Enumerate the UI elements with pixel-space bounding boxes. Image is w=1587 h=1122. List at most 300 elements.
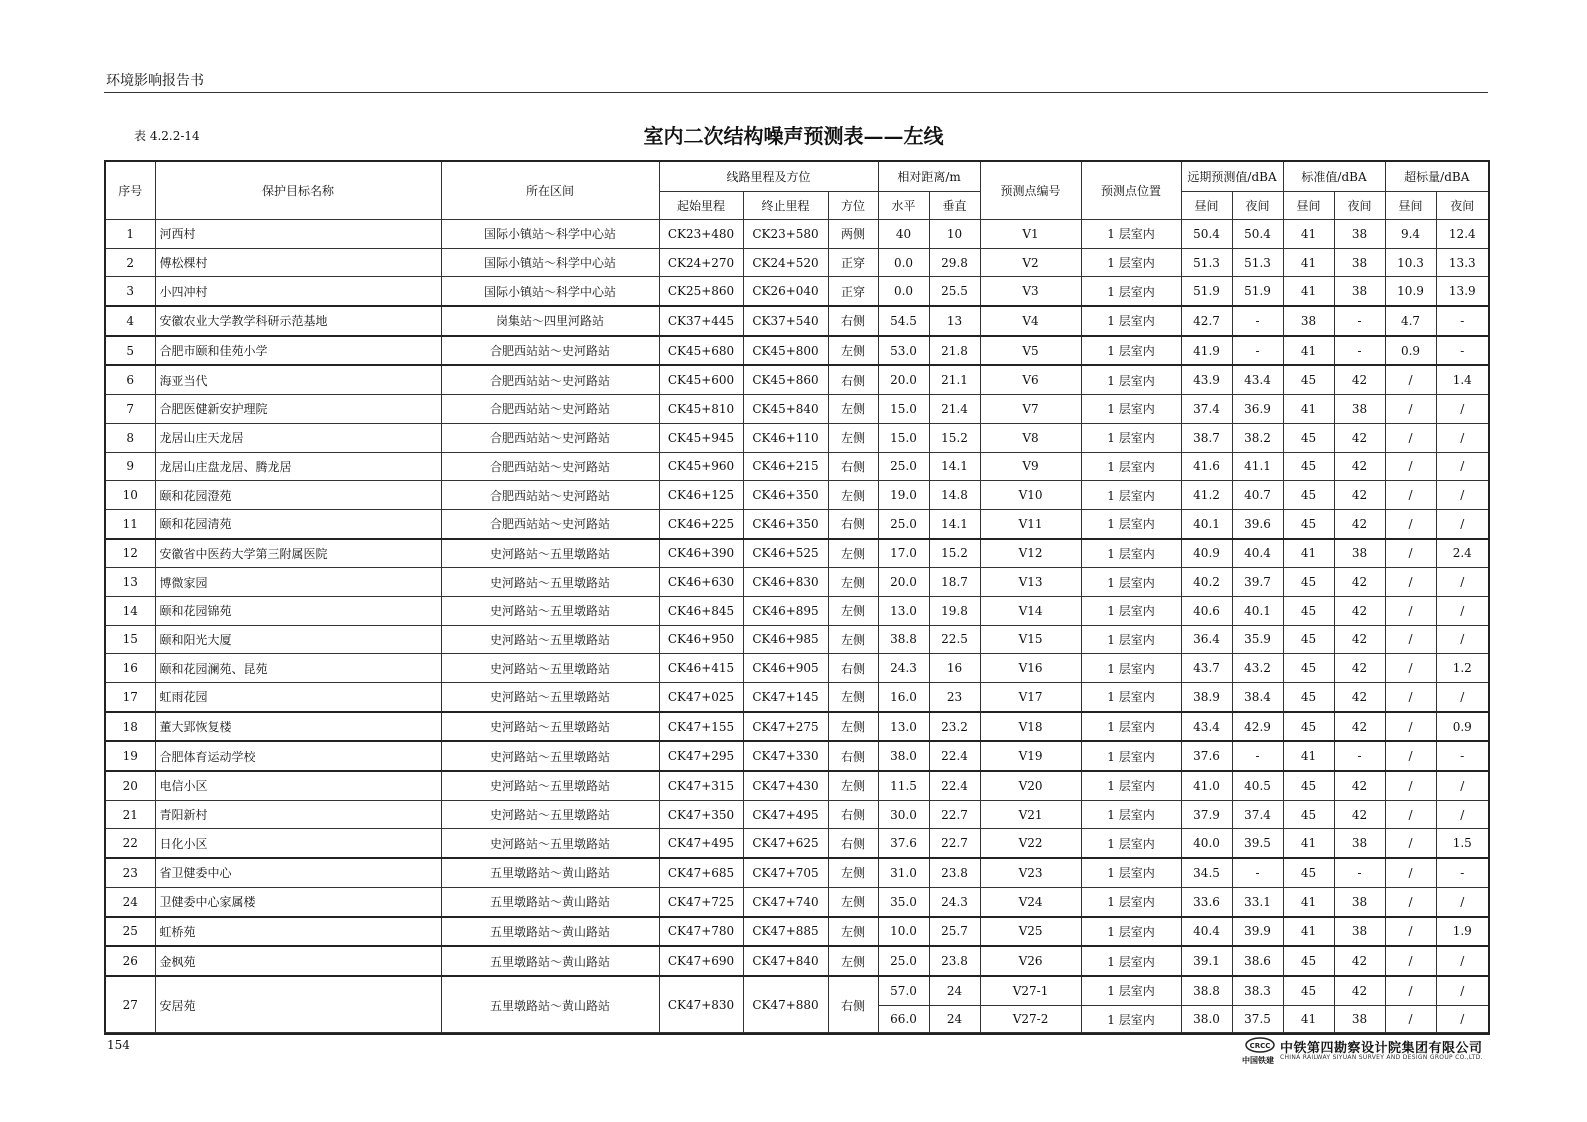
cell-exceed-day: / [1385,829,1436,858]
cell-side: 左侧 [828,395,878,424]
col-predicted-day: 昼间 [1181,192,1232,220]
cell-standard-day: 45 [1283,568,1334,597]
cell-predicted-night: 39.7 [1232,568,1283,597]
cell-predicted-day: 38.0 [1181,1005,1232,1034]
cell-exceed-night: - [1436,336,1489,366]
cell-point-id: V15 [980,625,1081,654]
cell-horizontal: 17.0 [878,539,929,568]
cell-point-id: V27-2 [980,1005,1081,1034]
cell-predicted-night: 40.4 [1232,539,1283,568]
cell-vertical: 21.4 [929,395,980,424]
cell-point-id: V17 [980,683,1081,712]
company-name-cn: 中铁第四勘察设计院集团有限公司 [1280,1041,1483,1056]
table-row [105,800,1489,829]
cell-horizontal: 25.0 [878,946,929,976]
col-exceed-day: 昼间 [1385,192,1436,220]
cell-point-pos: 1 层室内 [1081,654,1181,683]
cell-start: CK47+155 [659,712,743,742]
cell-point-pos: 1 层室内 [1081,976,1181,1005]
cell-vertical: 19.8 [929,596,980,625]
cell-predicted-day: 39.1 [1181,946,1232,976]
cell-start: CK46+415 [659,654,743,683]
cell-name: 青阳新村 [155,800,441,829]
cell-horizontal: 38.8 [878,625,929,654]
cell-predicted-day: 33.6 [1181,887,1232,916]
cell-point-id: V22 [980,829,1081,858]
cell-exceed-night: 13.9 [1436,277,1489,306]
cell-horizontal: 25.0 [878,452,929,481]
cell-vertical: 23.8 [929,946,980,976]
cell-name: 颐和花园锦苑 [155,596,441,625]
cell-seq: 13 [105,568,155,597]
col-end: 终止里程 [743,192,828,220]
cell-side: 右侧 [828,976,878,1034]
cell-side: 左侧 [828,539,878,568]
table-row [105,683,1489,712]
cell-point-pos: 1 层室内 [1081,741,1181,771]
cell-vertical: 24 [929,1005,980,1034]
cell-exceed-day: / [1385,946,1436,976]
cell-start: CK45+945 [659,423,743,452]
cell-predicted-night: 37.5 [1232,1005,1283,1034]
cell-horizontal: 40 [878,220,929,249]
cell-point-id: V21 [980,800,1081,829]
cell-exceed-day: / [1385,887,1436,916]
table-row [105,306,1489,336]
cell-vertical: 25.5 [929,277,980,306]
col-standard-group: 标准值/dBA [1283,161,1385,192]
cell-predicted-day: 36.4 [1181,625,1232,654]
cell-horizontal: 38.0 [878,741,929,771]
cell-point-id: V20 [980,771,1081,800]
cell-section: 史河路站～五里墩路站 [441,539,659,568]
cell-side: 右侧 [828,741,878,771]
cell-end: CK47+330 [743,741,828,771]
cell-end: CK46+985 [743,625,828,654]
col-horizontal: 水平 [878,192,929,220]
col-exceed-night: 夜间 [1436,192,1489,220]
cell-predicted-night: 50.4 [1232,220,1283,249]
cell-name: 颐和花园澄苑 [155,481,441,510]
cell-horizontal: 0.0 [878,248,929,277]
cell-end: CK46+215 [743,452,828,481]
cell-standard-night: 42 [1334,625,1385,654]
cell-standard-night: 42 [1334,423,1385,452]
cell-predicted-day: 40.0 [1181,829,1232,858]
cell-name: 金枫苑 [155,946,441,976]
cell-exceed-night: / [1436,771,1489,800]
cell-seq: 12 [105,539,155,568]
table-row [105,452,1489,481]
cell-exceed-night: / [1436,395,1489,424]
cell-horizontal: 0.0 [878,277,929,306]
cell-section: 史河路站～五里墩路站 [441,683,659,712]
header-divider [104,92,1488,93]
cell-predicted-day: 38.7 [1181,423,1232,452]
cell-horizontal: 10.0 [878,917,929,947]
cell-standard-day: 45 [1283,858,1334,887]
cell-predicted-day: 43.4 [1181,712,1232,742]
cell-point-id: V4 [980,306,1081,336]
cell-side: 右侧 [828,452,878,481]
cell-name: 合肥市颐和佳苑小学 [155,336,441,366]
cell-section: 国际小镇站～科学中心站 [441,277,659,306]
cell-point-pos: 1 层室内 [1081,800,1181,829]
table-row [105,596,1489,625]
cell-vertical: 21.1 [929,365,980,394]
col-name: 保护目标名称 [155,161,441,220]
cell-exceed-day: / [1385,625,1436,654]
cell-predicted-day: 38.9 [1181,683,1232,712]
cell-exceed-day: / [1385,800,1436,829]
cell-section: 五里墩路站～黄山路站 [441,946,659,976]
cell-point-id: V13 [980,568,1081,597]
cell-seq: 21 [105,800,155,829]
cell-standard-night: 42 [1334,509,1385,538]
cell-vertical: 14.8 [929,481,980,510]
cell-exceed-day: / [1385,917,1436,947]
cell-end: CK47+840 [743,946,828,976]
cell-point-id: V2 [980,248,1081,277]
cell-vertical: 22.5 [929,625,980,654]
cell-predicted-night: 40.1 [1232,596,1283,625]
cell-vertical: 16 [929,654,980,683]
cell-seq: 22 [105,829,155,858]
cell-section: 合肥西站站～史河路站 [441,423,659,452]
cell-predicted-day: 41.9 [1181,336,1232,366]
cell-name: 小四冲村 [155,277,441,306]
cell-predicted-day: 40.4 [1181,917,1232,947]
cell-horizontal: 31.0 [878,858,929,887]
cell-predicted-night: - [1232,741,1283,771]
cell-predicted-night: - [1232,306,1283,336]
cell-end: CK46+110 [743,423,828,452]
cell-point-pos: 1 层室内 [1081,683,1181,712]
cell-exceed-night: / [1436,887,1489,916]
cell-name: 颐和花园清苑 [155,509,441,538]
cell-start: CK23+480 [659,220,743,249]
cell-side: 正穿 [828,277,878,306]
cell-exceed-day: / [1385,423,1436,452]
table-row [105,625,1489,654]
cell-seq: 15 [105,625,155,654]
cell-side: 左侧 [828,423,878,452]
cell-end: CK46+350 [743,481,828,510]
cell-exceed-night: 13.3 [1436,248,1489,277]
cell-seq: 10 [105,481,155,510]
cell-start: CK47+025 [659,683,743,712]
cell-start: CK45+600 [659,365,743,394]
cell-exceed-day: / [1385,683,1436,712]
cell-predicted-night: 41.1 [1232,452,1283,481]
cell-standard-day: 45 [1283,800,1334,829]
cell-predicted-day: 41.0 [1181,771,1232,800]
cell-name: 安居苑 [155,976,441,1034]
table-row [105,712,1489,742]
cell-predicted-night: 35.9 [1232,625,1283,654]
footer-divider [104,1032,1488,1033]
cell-name: 合肥医健新安护理院 [155,395,441,424]
cell-exceed-night: 0.9 [1436,712,1489,742]
cell-seq: 5 [105,336,155,366]
cell-exceed-day: / [1385,771,1436,800]
cell-exceed-night: / [1436,683,1489,712]
cell-section: 五里墩路站～黄山路站 [441,887,659,916]
cell-predicted-day: 51.9 [1181,277,1232,306]
cell-predicted-day: 40.1 [1181,509,1232,538]
cell-end: CK37+540 [743,306,828,336]
cell-exceed-night: / [1436,423,1489,452]
cell-seq: 20 [105,771,155,800]
cell-section: 史河路站～五里墩路站 [441,654,659,683]
logo-text: CRCC [1249,1042,1271,1050]
cell-start: CK46+225 [659,509,743,538]
cell-standard-day: 45 [1283,365,1334,394]
cell-predicted-night: 43.4 [1232,365,1283,394]
cell-exceed-night: / [1436,481,1489,510]
cell-seq: 3 [105,277,155,306]
cell-predicted-day: 34.5 [1181,858,1232,887]
cell-seq: 11 [105,509,155,538]
col-standard-night: 夜间 [1334,192,1385,220]
cell-exceed-night: / [1436,946,1489,976]
header-row-1 [105,161,1489,192]
crcc-logo-icon [1245,1037,1275,1053]
cell-name: 颐和阳光大厦 [155,625,441,654]
cell-standard-night: 42 [1334,654,1385,683]
cell-section: 合肥西站站～史河路站 [441,481,659,510]
cell-name: 河西村 [155,220,441,249]
cell-point-pos: 1 层室内 [1081,365,1181,394]
cell-exceed-day: 4.7 [1385,306,1436,336]
cell-end: CK46+350 [743,509,828,538]
cell-point-pos: 1 层室内 [1081,452,1181,481]
table-row [105,946,1489,976]
cell-name: 海亚当代 [155,365,441,394]
cell-side: 左侧 [828,917,878,947]
cell-section: 五里墩路站～黄山路站 [441,858,659,887]
table-row [105,248,1489,277]
cell-standard-day: 41 [1283,277,1334,306]
cell-standard-day: 45 [1283,452,1334,481]
cell-point-pos: 1 层室内 [1081,829,1181,858]
cell-seq: 16 [105,654,155,683]
cell-predicted-night: 42.9 [1232,712,1283,742]
cell-predicted-day: 41.6 [1181,452,1232,481]
cell-predicted-night: 36.9 [1232,395,1283,424]
cell-predicted-night: 38.4 [1232,683,1283,712]
cell-standard-night: - [1334,741,1385,771]
col-distance-group: 相对距离/m [878,161,980,192]
cell-start: CK25+860 [659,277,743,306]
cell-vertical: 13 [929,306,980,336]
cell-end: CK47+880 [743,976,828,1034]
cell-section: 史河路站～五里墩路站 [441,712,659,742]
cell-point-id: V23 [980,858,1081,887]
cell-predicted-night: 38.3 [1232,976,1283,1005]
cell-seq: 14 [105,596,155,625]
cell-section: 史河路站～五里墩路站 [441,625,659,654]
cell-seq: 18 [105,712,155,742]
cell-seq: 6 [105,365,155,394]
cell-exceed-night: / [1436,1005,1489,1034]
cell-horizontal: 53.0 [878,336,929,366]
cell-seq: 7 [105,395,155,424]
cell-exceed-night: / [1436,452,1489,481]
cell-side: 左侧 [828,887,878,916]
cell-horizontal: 25.0 [878,509,929,538]
cell-predicted-night: - [1232,336,1283,366]
cell-standard-night: 42 [1334,771,1385,800]
cell-end: CK47+625 [743,829,828,858]
cell-seq: 17 [105,683,155,712]
cell-section: 史河路站～五里墩路站 [441,596,659,625]
cell-predicted-day: 37.9 [1181,800,1232,829]
table-row [105,423,1489,452]
cell-end: CK23+580 [743,220,828,249]
cell-exceed-night: / [1436,568,1489,597]
table-row [105,858,1489,887]
cell-exceed-day: / [1385,596,1436,625]
cell-end: CK45+860 [743,365,828,394]
cell-name: 龙居山庄天龙居 [155,423,441,452]
cell-point-id: V27-1 [980,976,1081,1005]
cell-horizontal: 57.0 [878,976,929,1005]
cell-point-pos: 1 层室内 [1081,539,1181,568]
cell-exceed-day: 0.9 [1385,336,1436,366]
cell-standard-day: 45 [1283,596,1334,625]
cell-start: CK47+690 [659,946,743,976]
cell-exceed-day: / [1385,568,1436,597]
cell-standard-day: 45 [1283,625,1334,654]
cell-point-pos: 1 层室内 [1081,220,1181,249]
cell-exceed-night: / [1436,800,1489,829]
cell-predicted-day: 51.3 [1181,248,1232,277]
table-row [105,365,1489,394]
cell-standard-night: 38 [1334,539,1385,568]
cell-vertical: 10 [929,220,980,249]
cell-start: CK47+725 [659,887,743,916]
cell-vertical: 14.1 [929,452,980,481]
cell-end: CK47+495 [743,800,828,829]
table-row [105,771,1489,800]
cell-predicted-day: 43.7 [1181,654,1232,683]
cell-predicted-night: 39.9 [1232,917,1283,947]
cell-exceed-day: / [1385,395,1436,424]
cell-section: 岗集站～四里河路站 [441,306,659,336]
cell-section: 史河路站～五里墩路站 [441,800,659,829]
cell-seq: 26 [105,946,155,976]
cell-standard-day: 45 [1283,654,1334,683]
cell-predicted-night: 51.3 [1232,248,1283,277]
cell-predicted-day: 40.9 [1181,539,1232,568]
cell-standard-night: 38 [1334,395,1385,424]
cell-vertical: 23.8 [929,858,980,887]
cell-exceed-day: / [1385,452,1436,481]
cell-side: 正穿 [828,248,878,277]
cell-end: CK47+885 [743,917,828,947]
cell-predicted-night: 39.5 [1232,829,1283,858]
cell-vertical: 22.7 [929,800,980,829]
cell-exceed-day: 9.4 [1385,220,1436,249]
cell-side: 左侧 [828,946,878,976]
cell-name: 傅松棵村 [155,248,441,277]
cell-point-pos: 1 层室内 [1081,568,1181,597]
cell-section: 合肥西站站～史河路站 [441,452,659,481]
cell-point-id: V24 [980,887,1081,916]
cell-exceed-day: / [1385,712,1436,742]
cell-predicted-day: 41.2 [1181,481,1232,510]
cell-section: 合肥西站站～史河路站 [441,365,659,394]
cell-predicted-night: 51.9 [1232,277,1283,306]
cell-point-pos: 1 层室内 [1081,277,1181,306]
cell-name: 合肥体育运动学校 [155,741,441,771]
cell-section: 史河路站～五里墩路站 [441,829,659,858]
cell-point-pos: 1 层室内 [1081,509,1181,538]
cell-exceed-night: - [1436,306,1489,336]
cell-standard-day: 41 [1283,829,1334,858]
cell-end: CK46+895 [743,596,828,625]
cell-exceed-night: / [1436,509,1489,538]
cell-vertical: 23 [929,683,980,712]
cell-side: 右侧 [828,365,878,394]
table-row [105,917,1489,947]
cell-point-pos: 1 层室内 [1081,248,1181,277]
table-row [105,741,1489,771]
cell-exceed-night: 1.5 [1436,829,1489,858]
cell-start: CK46+125 [659,481,743,510]
cell-side: 左侧 [828,568,878,597]
company-logo [1240,1035,1490,1065]
cell-standard-day: 41 [1283,1005,1334,1034]
cell-point-id: V12 [980,539,1081,568]
cell-name: 博微家园 [155,568,441,597]
cell-name: 日化小区 [155,829,441,858]
cell-exceed-night: / [1436,596,1489,625]
cell-end: CK47+275 [743,712,828,742]
cell-horizontal: 11.5 [878,771,929,800]
cell-side: 左侧 [828,712,878,742]
cell-horizontal: 13.0 [878,712,929,742]
cell-standard-day: 41 [1283,917,1334,947]
cell-end: CK47+430 [743,771,828,800]
cell-end: CK45+840 [743,395,828,424]
cell-horizontal: 16.0 [878,683,929,712]
cell-point-pos: 1 层室内 [1081,771,1181,800]
cell-standard-day: 45 [1283,976,1334,1005]
cell-start: CK46+950 [659,625,743,654]
table-row [105,829,1489,858]
cell-standard-night: 42 [1334,712,1385,742]
cell-standard-day: 41 [1283,395,1334,424]
cell-exceed-night: - [1436,858,1489,887]
cell-point-pos: 1 层室内 [1081,887,1181,916]
cell-predicted-night: 40.7 [1232,481,1283,510]
cell-exceed-day: 10.9 [1385,277,1436,306]
cell-section: 合肥西站站～史河路站 [441,509,659,538]
cell-vertical: 22.4 [929,771,980,800]
cell-exceed-night: 12.4 [1436,220,1489,249]
cell-standard-day: 45 [1283,946,1334,976]
table-row [105,277,1489,306]
cell-point-id: V25 [980,917,1081,947]
table-row [105,654,1489,683]
cell-vertical: 29.8 [929,248,980,277]
table-row [105,220,1489,249]
cell-name: 卫健委中心家属楼 [155,887,441,916]
cell-vertical: 23.2 [929,712,980,742]
cell-standard-night: 42 [1334,596,1385,625]
